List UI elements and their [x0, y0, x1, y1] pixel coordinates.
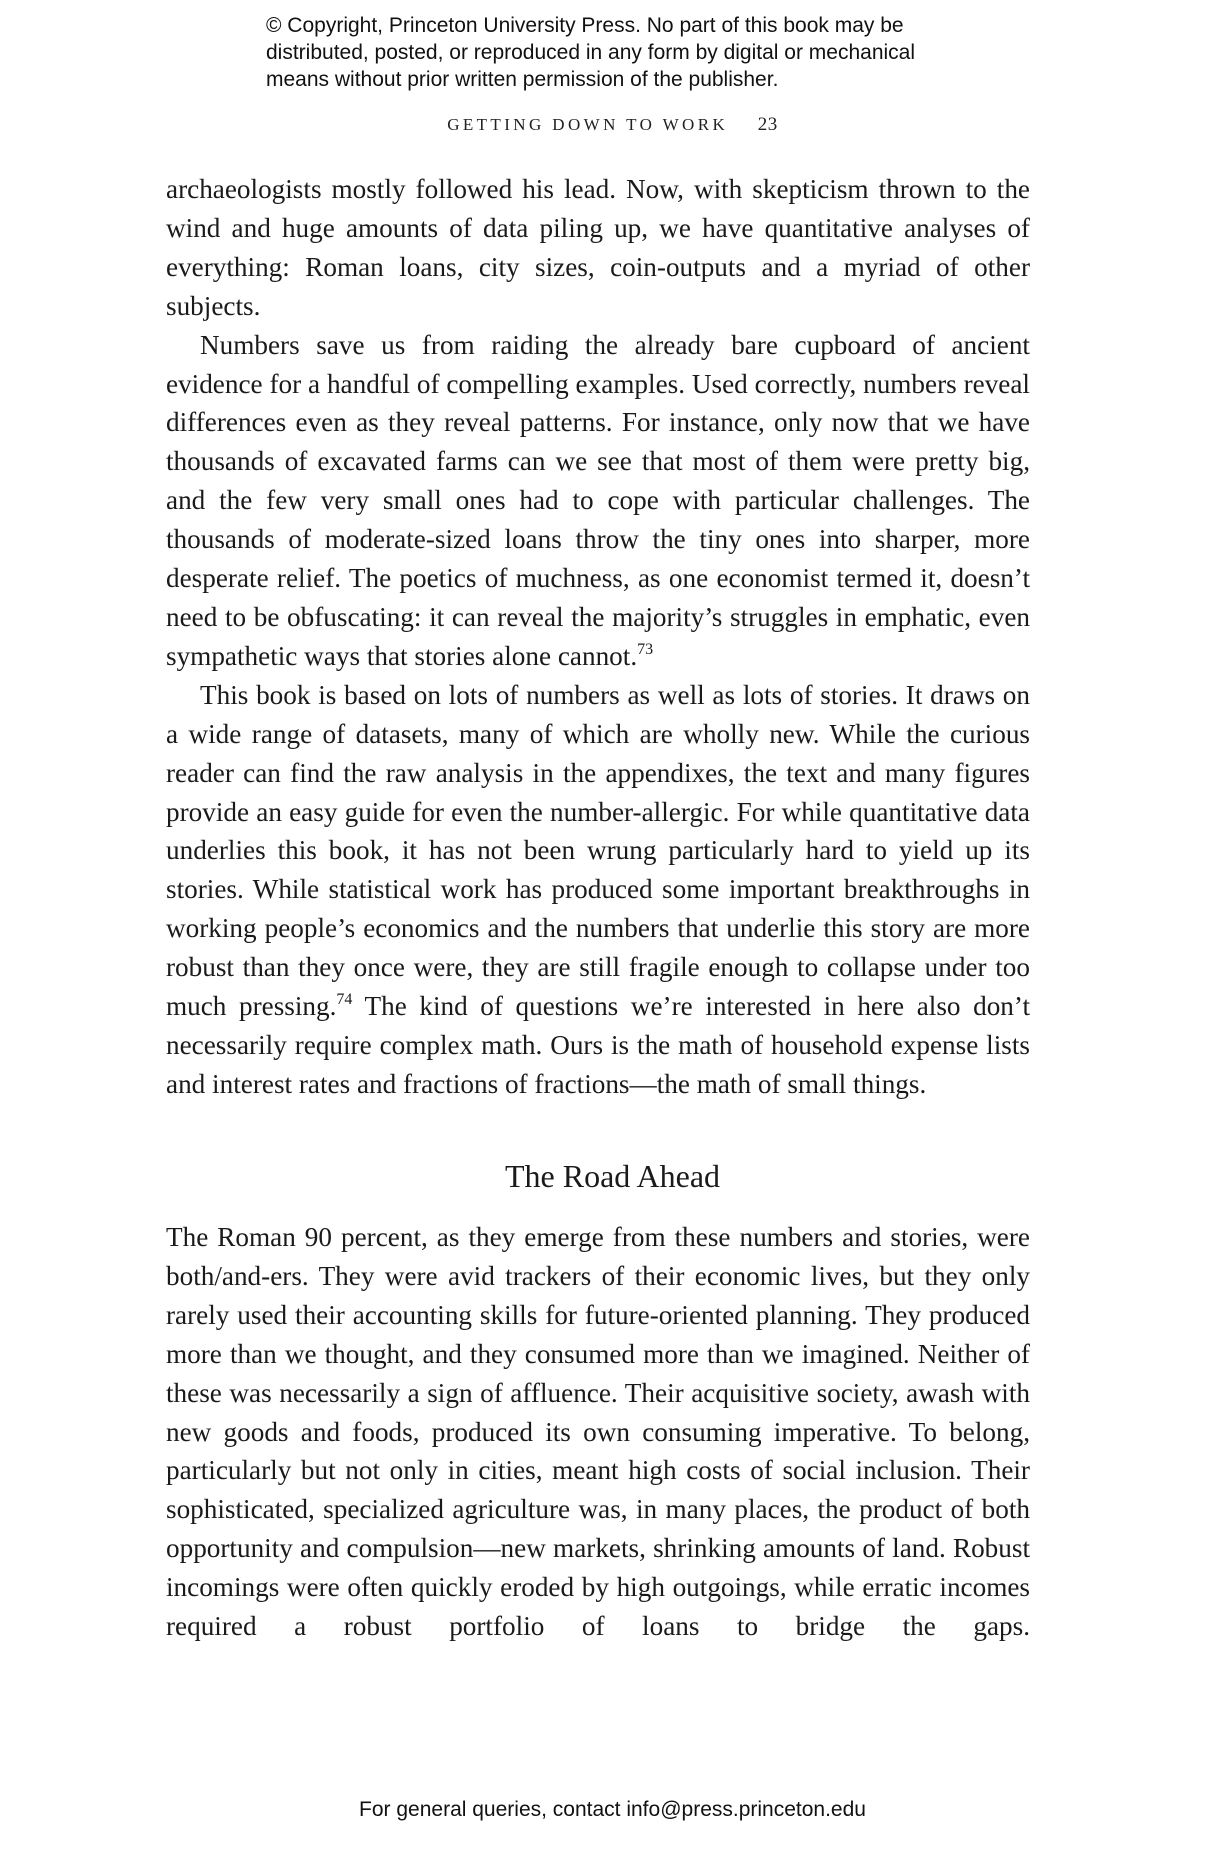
footnote-ref-74: 74: [336, 991, 353, 1009]
body-text: [166, 170, 1030, 1104]
copyright-notice: [266, 12, 986, 93]
copyright-line-2: distributed, posted, or reproduced in any form by digital or mechanical: [266, 41, 916, 64]
paragraph-1: archaeologists mostly followed his lead. Now, with skepticism thrown to the wind and huge amounts of data piling up, we have quantitative analyses of everything: Roman loans, city sizes, coin-outputs and a myriad of other subjects.: [166, 174, 1030, 321]
paragraph-3-text-a: This book is based on lots of numbers as well as lots of stories. It draws on a wide range of datasets, many of which are wholly new. While the curious reader can find the raw analysis in the appendixes, the text and many figures provide an easy guide for even the number-allergic. For while quantitative data underlies this book, it has not been wrung particularly hard to yield up its stories. While statistical work has produced some important breakthroughs in working people’s economics and the numbers that underlie this story are more robust than they once were, they are still fragile enough to collapse under too much pressing.: [166, 679, 1030, 1022]
paragraph-2: [166, 326, 1030, 676]
running-head: [0, 114, 1225, 136]
paragraph-2-text: Numbers save us from raiding the already bare cupboard of ancient evidence for a handful of compelling examples. Used correctly, numbers reveal differences even as they reveal patterns. For instance, only now that we have thousands of excavated farms can we see that most of them were pretty big, and the few very small ones had to cope with particular challenges. The thousands of moderate-sized loans throw the tiny ones into sharper, more desperate relief. The poetics of muchness, as one economist termed it, doesn’t need to be obfuscating: it can reveal the majority’s struggles in emphatic, even sympathetic ways that stories alone cannot.: [166, 329, 1030, 671]
section-paragraph: The Roman 90 percent, as they emerge from these numbers and stories, were both/and-ers. They were avid trackers of their economic lives, but they only rarely used their accounting skills for future-oriented planning. They produced more than we thought, and they consumed more than we imagined. Neither of these was necessarily a sign of affluence. Their acquisitive society, awash with new goods and foods, produced its own consuming imperative. To belong, particularly but not only in cities, meant high costs of social inclusion. Their sophisticated, specialized agriculture was, in many places, the product of both opportunity and compulsion—new markets, shrinking amounts of land. Robust incomings were often quickly eroded by high outgoings, while erratic incomes required a robust portfolio of loans to bridge the gaps.: [166, 1222, 1030, 1642]
footer-contact: For general queries, contact info@press.princeton.edu: [359, 1798, 866, 1821]
paragraph-3: [166, 676, 1030, 1104]
page-number: 23: [757, 114, 778, 135]
running-head-title: GETTING DOWN TO WORK: [447, 115, 729, 134]
copyright-line-3: means without prior written permission of the publisher.: [266, 68, 779, 91]
paragraph-3-text-b: The kind of questions we’re interested in here also don’t necessarily require complex math. Ours is the math of household expense lists and interest rates and fractions of fractions—the math of small things.: [166, 991, 1030, 1099]
copyright-line-1: © Copyright, Princeton University Press. No part of this book may be: [266, 14, 904, 37]
footnote-ref-73: 73: [637, 640, 654, 658]
section-heading: The Road Ahead: [504, 1158, 721, 1194]
